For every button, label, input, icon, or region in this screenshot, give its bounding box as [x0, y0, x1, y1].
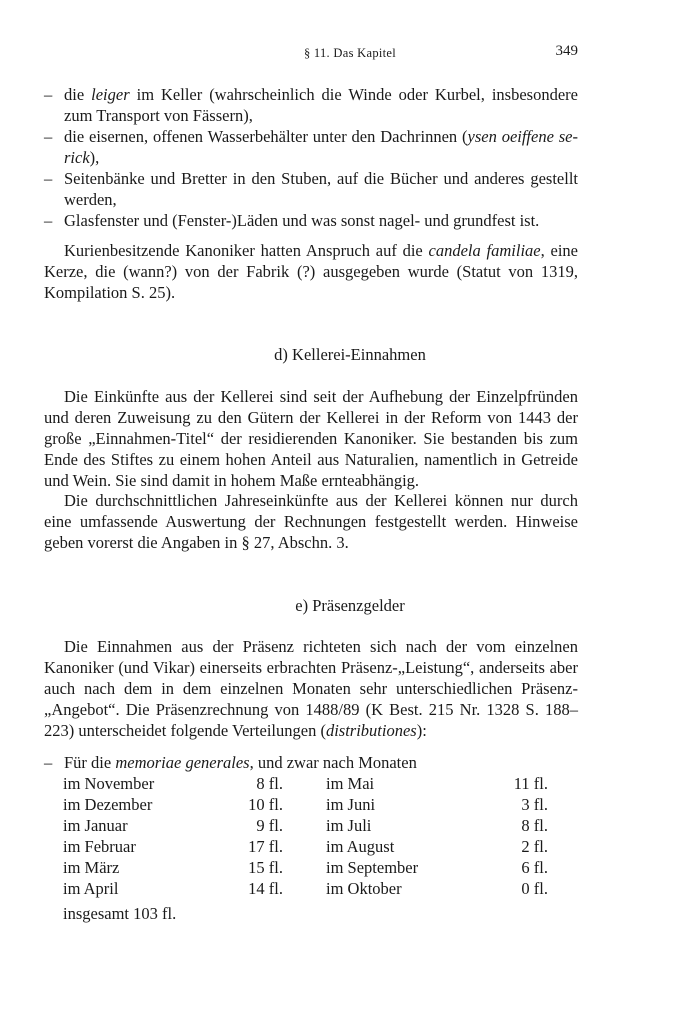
monthly-distribution-table	[63, 773, 583, 899]
list-item: – die leiger im Keller (wahrscheinlich die Winde oder Kurbel, insbesondere zum Transport von Fässern),	[44, 85, 578, 125]
page-number: 349	[555, 43, 578, 59]
list-item: – Für die memoriae generales, und zwar nach Monaten	[44, 753, 417, 772]
section-heading-e: e) Präsenzgelder	[295, 596, 405, 615]
dash-bullet: –	[44, 127, 53, 146]
fixtures-list	[44, 84, 578, 231]
table-row: im April 14 fl. im Oktober 0 fl.	[63, 879, 548, 898]
table-row: im Januar 9 fl. im Juli 8 fl.	[63, 816, 548, 835]
table-row: im März 15 fl. im September 6 fl.	[63, 858, 548, 877]
dash-bullet: –	[44, 753, 53, 772]
table-row: im Februar 17 fl. im August 2 fl.	[63, 837, 548, 856]
paragraph-kellerei-1: Die Einkünfte aus der Kellerei sind seit der Aufhebung der Einzelpfründen und deren Zuweisung zu den Gütern der Kellerei in der Reform von 1443 der große „Einnahmen-Titel“ der residierenden Kanoniker. Sie bestanden bis zum Ende des Stiftes zu einem hohen Anteil aus Naturalien, namentlich in Getreide und Wein. Sie sind damit in hohem Maße ernteabhängig.	[44, 387, 578, 490]
list-item: – die eisernen, offenen Wasserbehälter unter den Dachrinnen (ysen oeiffene se-rick),	[44, 127, 579, 167]
distribution-intro	[44, 752, 578, 773]
distribution-total: insgesamt 103 fl.	[63, 904, 177, 923]
paragraph-praesenz: Die Einnahmen aus der Präsenz richteten sich nach der vom einzelnen Kanoniker (und Vikar) einerseits erbrachten Präsenz-„Leistung“, anderseits aber auch nach dem in dem einzelnen Monaten sehr unterschiedlichen Präsenz-„Angebot“. Die Präsenzrechnung von 1488/89 (K Best. 215 Nr. 1328 S. 188–223) unterscheidet folgende Verteilungen (distributiones):	[44, 637, 578, 740]
dash-bullet: –	[44, 169, 53, 188]
paragraph-candela: Kurienbesitzende Kanoniker hatten Anspruch auf die candela familiae, eine Kerze, die (wann?) von der Fabrik (?) ausgegeben wurde (Statut von 1319, Kompilation S. 25).	[44, 241, 579, 302]
dash-bullet: –	[44, 85, 53, 104]
paragraph-kellerei-2: Die durchschnittlichen Jahreseinkünfte aus der Kellerei können nur durch eine umfassende Auswertung der Rechnungen festgestellt werden. Hinweise geben vorerst die Angaben in § 27, Abschn. 3.	[44, 491, 578, 552]
list-item: – Seitenbänke und Bretter in den Stuben, auf die Bücher und anderes gestellt werden,	[44, 169, 578, 209]
dash-bullet: –	[44, 211, 53, 230]
list-item: – Glasfenster und (Fenster-)Läden und was sonst nagel- und grundfest ist.	[44, 211, 540, 230]
section-heading-d: d) Kellerei-Einnahmen	[274, 345, 426, 364]
table-row: im November 8 fl. im Mai 11 fl.	[63, 774, 548, 793]
running-header: § 11. Das Kapitel	[303, 46, 397, 60]
table-row: im Dezember 10 fl. im Juni 3 fl.	[63, 795, 548, 814]
